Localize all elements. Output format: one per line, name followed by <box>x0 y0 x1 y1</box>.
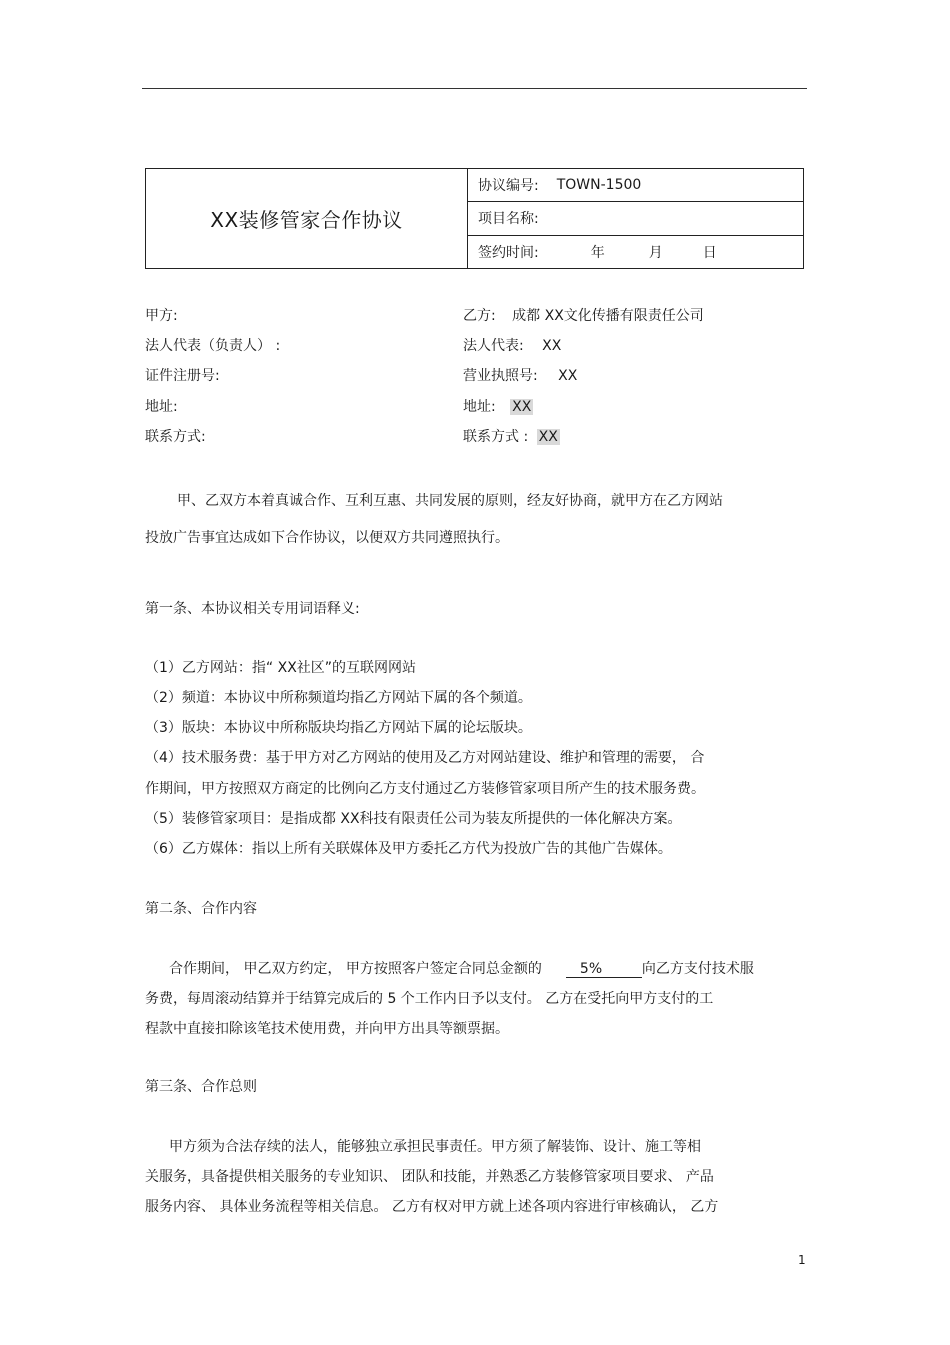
party-b-name <box>463 305 704 325</box>
article1-item: （1）乙方网站：指“ XX社区”的互联网网站 <box>145 660 417 676</box>
article2-line-1-after: 向乙方支付技术服 <box>641 961 754 977</box>
party-b-license-label: 营业执照号: <box>463 368 538 384</box>
party-b-rep-value: XX <box>542 338 562 354</box>
article1-heading: 第一条、本协议相关专用词语释义: <box>145 601 360 617</box>
article2-line-2: 务费，每周滚动结算并于结算完成后的 5 个工作内日予以支付。 乙方在受托向甲方支付的工 <box>145 991 714 1007</box>
party-a-contact-label: 联系方式: <box>145 429 206 445</box>
article3-line-1: 甲方须为合法存续的法人，能够独立承担民事责任。甲方须了解装饰、设计、施工等相 <box>169 1139 701 1155</box>
month-label: 月 <box>648 244 663 261</box>
article1-item: （2）频道：本协议中所称频道均指乙方网站下属的各个频道。 <box>145 690 532 706</box>
year-label: 年 <box>590 244 605 261</box>
party-b-license-value: XX <box>558 368 578 384</box>
article1-item: （6）乙方媒体：指以上所有关联媒体及甲方委托乙方代为投放广告的其他广告媒体。 <box>145 841 672 857</box>
party-a-addr-label: 地址: <box>145 399 178 415</box>
party-b-contact <box>463 426 560 446</box>
article3-line-2: 关服务，具备提供相关服务的专业知识、 团队和技能，并熟悉乙方装修管家项目要求、 产品 <box>145 1169 714 1185</box>
document-title: XX装修管家合作协议 <box>146 169 468 268</box>
article1-item: 作期间，甲方按照双方商定的比例向乙方支付通过乙方装修管家项目所产生的技术服务费。 <box>145 781 705 797</box>
article2-line-3: 程款中直接扣除该笔技术使用费，并向甲方出具等额票据。 <box>145 1021 509 1037</box>
article3-line-3: 服务内容、 具体业务流程等相关信息。 乙方有权对甲方就上述各项内容进行审核确认， 乙方 <box>145 1199 719 1215</box>
sign-date-row <box>468 236 803 268</box>
article2-heading: 第二条、合作内容 <box>145 901 257 917</box>
party-a-rep-label: 法人代表（负责人） : <box>145 338 281 354</box>
header-rule <box>142 88 807 89</box>
article1-item: （5）装修管家项目：是指成都 XX科技有限责任公司为装友所提供的一体化解决方案。 <box>145 811 682 827</box>
day-label: 日 <box>702 244 717 261</box>
page-number: 1 <box>798 1253 806 1267</box>
article1-item: （3）版块：本协议中所称版块均指乙方网站下属的论坛版块。 <box>145 720 532 736</box>
intro-line-1: 甲、乙双方本着真诚合作、互利互惠、共同发展的原则，经友好协商，就甲方在乙方网站 <box>177 493 723 509</box>
party-b-addr <box>463 396 533 416</box>
intro-line-2: 投放广告事宜达成如下合作协议，以便双方共同遵照执行。 <box>145 530 509 546</box>
party-b-addr-label: 地址: <box>463 399 496 415</box>
agreement-number-label: 协议编号: <box>478 178 539 195</box>
article1-item: （4）技术服务费：基于甲方对乙方网站的使用及乙方对网站建设、维护和管理的需要， 合 <box>145 750 705 766</box>
party-a-cert-label: 证件注册号: <box>145 368 220 384</box>
party-b-name-label: 乙方: <box>463 308 496 324</box>
project-name-label: 项目名称: <box>478 211 539 228</box>
title-table <box>145 168 804 269</box>
fee-rate-value: 5% <box>566 961 642 978</box>
party-b-license <box>463 365 577 385</box>
party-b-contact-value: XX <box>538 429 558 445</box>
party-b-addr-value: XX <box>512 399 532 415</box>
article2-line-1 <box>145 958 805 978</box>
party-b-rep <box>463 335 561 355</box>
article2-line-1-before: 合作期间， 甲乙双方约定， 甲方按照客户签定合同总金额的 <box>169 961 542 977</box>
agreement-number-row <box>468 169 803 202</box>
article3-heading: 第三条、合作总则 <box>145 1079 257 1095</box>
agreement-number-value: TOWN-1500 <box>556 177 642 194</box>
party-b-contact-label: 联系方式 : <box>463 429 529 445</box>
title-info <box>468 169 803 268</box>
party-b-rep-label: 法人代表: <box>463 338 524 354</box>
party-a-name-label: 甲方: <box>145 308 178 324</box>
party-b-name-value: 成都 XX文化传播有限责任公司 <box>512 308 704 324</box>
sign-date-label: 签约时间: <box>478 244 539 261</box>
project-name-row <box>468 202 803 235</box>
